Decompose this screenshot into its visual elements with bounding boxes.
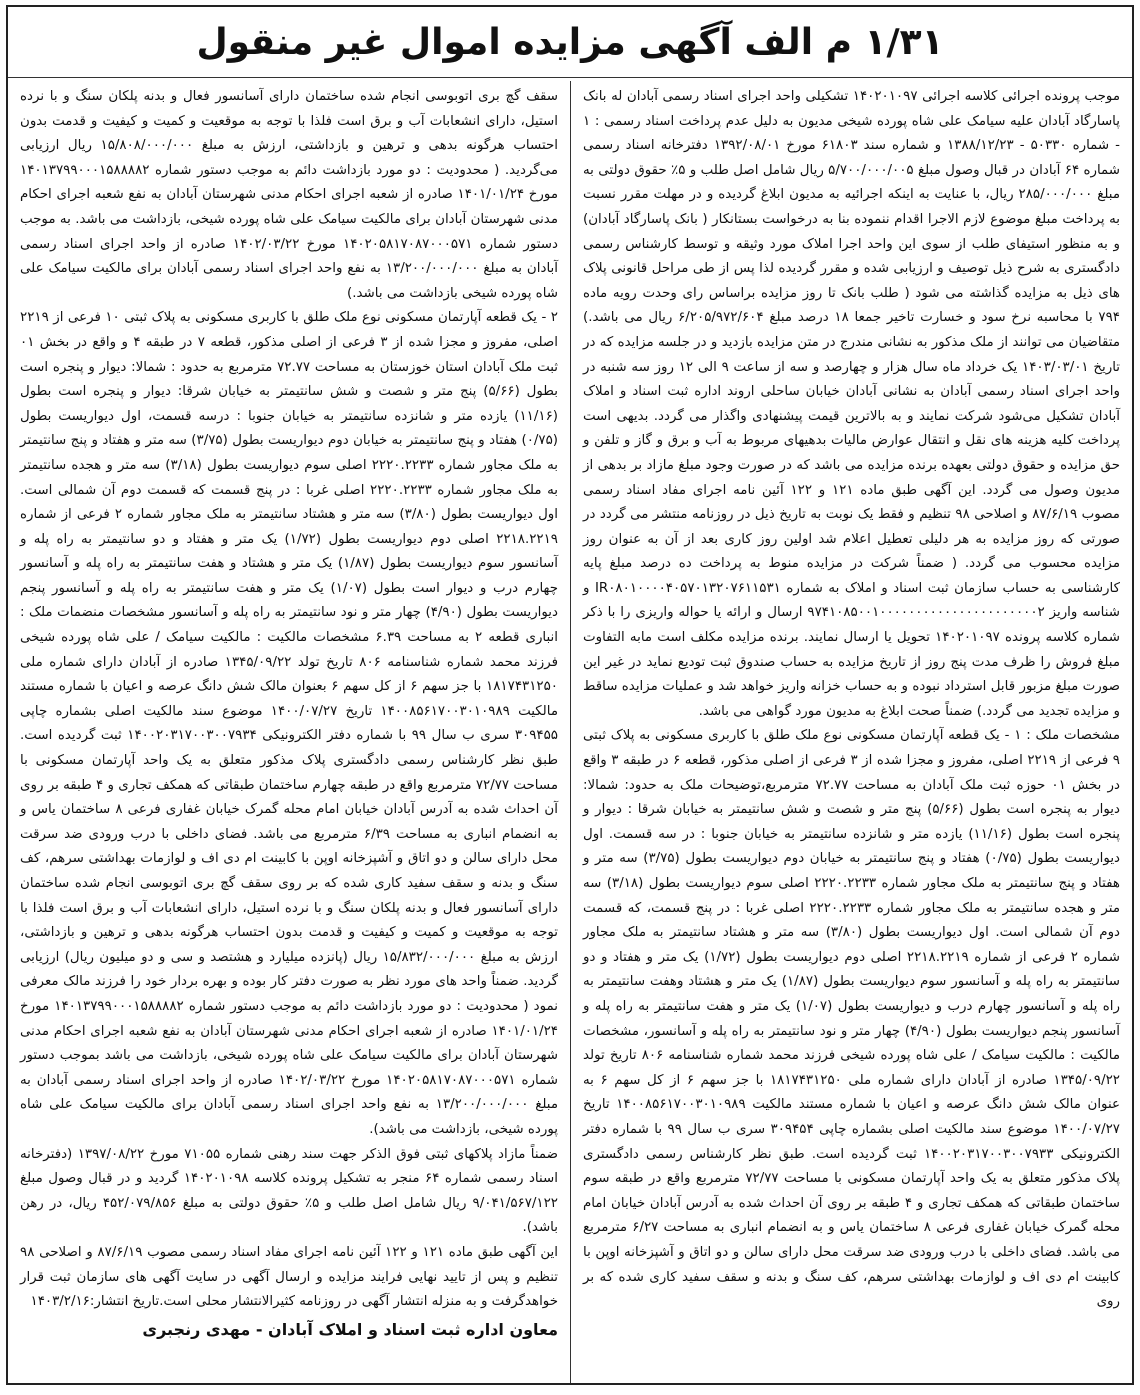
signature-line: معاون اداره ثبت اسناد و املاک آبادان - مهدی رنجبری — [142, 1319, 558, 1339]
mortgage-surplus-paragraph: ضمناً مازاد پلاکهای ثبتی فوق الذکر جهت سند رهنی شماره ۷۱۰۵۵ مورخ ۱۳۹۷/۰۸/۲۲ (دفترخانه اسناد رسمی شماره ۶۴ منجر به تشکیل پرونده کلاسه ۱۴۰۲۰۱۰۹۸ گردید و در قبال وصول مبلغ ۹/۰۴۱/۵۶۷/۱۲۲ ریال شامل اصل طلب و ۵٪ حقوق دولتی به مبلغ ۴۵۲/۰۷۹/۸۵۶ ریال، در رهن باشد). — [20, 1146, 559, 1236]
notice-columns — [8, 81, 1132, 1383]
auction-notice-page — [6, 5, 1134, 1385]
notice-title: ۱/۳۱ م الف آگهی مزایده اموال غیر منقول — [8, 7, 1132, 78]
intro-paragraph: موجب پرونده اجرائی کلاسه اجرائی ۱۴۰۲۰۱۰۹۷ تشکیلی واحد اجرای اسناد رسمی آبادان له بانک پاسارگاد آبادان علیه سیامک علی شاه پورده شیخی مدیون به دلیل عدم پرداخت اسناد رسمی : ۱ - شماره ۵۰۳۳۰ - ۱۳۸۸/۱۲/۲۳ و شماره سند ۶۱۸۰۳ مورخ ۱۳۹۲/۰۸/۰۱ دفترخانه اسناد رسمی شماره ۶۴ آبادان در قبال وصول مبلغ ۵/۷۰۰/۰۰۰/۰۰۵ ریال شامل اصل طلب و ۵٪ حقوق دولتی به مبلغ ۲۸۵/۰۰۰/۰۰۰ ریال، با عنایت به اینکه اجرائیه به مدیون ابلاغ گردیده و در مهلت مقرر نسبت به پرداخت مبلغ موضوع لازم الاجرا اقدام ننموده بنا به درخواست بستانکار ( بانک پاسارگاد آبادان) و به منظور استیفای طلب از سوی این واحد اجرا املاک مورد وثیقه و توسط کارشناس رسمی دادگستری به شرح ذیل توصیف و ارزیابی شده و مقرر گردیده لذا پس از طی مراحل قانونی پلاک های ذیل به مزایده گذاشته می شود ( طلب بانک تا روز مزایده براساس رای وحدت رویه ماده ۷۹۴ با محاسبه نرخ سود و خسارت تاخیر جمعا ۱۸ درصد مبلغ ۶/۲۰۵/۹۷۲/۶۰۴ ریال می باشد.) متقاضیان می توانند از ملک مذکور به نشانی مندرج در متن مزایده بازدید و در جلسه مزایده که در تاریخ ۱۴۰۳/۰۳/۰۱ یک خرداد ماه سال هزار و چهارصد و سه از ساعت ۹ الی ۱۲ روز سه شنبه در واحد اجرای اسناد رسمی آبادان به نشانی آبادان خیابان ساحلی اروند اداره ثبت اسناد و املاک آبادان تشکیل می‌شود شرکت نمایند و به بالاترین قیمت پیشنهادی واگذار می گردد. بدیهی است پرداخت کلیه هزینه های نقل و انتقال عوارض مالیات بدهیهای مربوط به آب و برق و گاز و تلفن و حق مزایده و حقوق دولتی بعهده برنده مزایده می باشد که در صورت وجود مبلغ مازاد بر بدهی از مدیون وصول می گردد. این آگهی طبق ماده ۱۲۱ و ۱۲۲ آئین نامه اجرای مفاد اسناد رسمی مصوب ۸۷/۶/۱۹ و اصلاحی ۹۸ تنظیم و فقط یک نوبت به تاریخ ذیل در روزنامه منتشر می گردد در صورتی که روز مزایده به هر دلیلی تعطیل اعلام شد اولین روز کاری بعد از آن به عنوان روز مزایده محسوب می گردد. ( ضمناً شرکت در مزایده منوط به پرداخت ده درصد مبلغ پایه کارشناسی به حساب سازمان ثبت اسناد و املاک به شماره IR۰۸۰۱۰۰۰۰۴۰۵۷۰۱۳۲۰۷۶۱۱۵۳۱ و شناسه واریز ۹۷۴۱۰۸۵۰۰۱۰۰۰۰۰۰۰۰۰۰۰۰۰۰۰۰۰۰۰۰۰۰۲ ارسال و ارائه یا حواله واریزی را با ذکر شماره کلاسه پرونده ۱۴۰۲۰۱۰۹۷ تحویل یا ارسال نمایند. برنده مزایده مکلف است مابه التفاوت مبلغ فروش را ظرف مدت پنج روز از تاریخ مزایده به حساب صندوق ثبت تودیع نماید در غیر این صورت مبلغ مزبور قابل استرداد نبوده و به حساب خزانه واریز خواهد شد و عملیات مزایده ساقط و مزایده تجدید می گردد.) ضمناً صحت ابلاغ به مدیون مورد گواهی می باشد. — [583, 89, 1121, 719]
property-1-paragraph: مشخصات ملک : ۱ - یک قطعه آپارتمان مسکونی نوع ملک طلق با کاربری مسکونی به پلاک ثبتی ۹ فرعی از ۲۲۱۹ اصلی، مفروز و مجزا شده از ۳ فرعی از اصلی مذکور، قطعه ۶ در طبقه ۳ واقع در بخش ۰۱ حوزه ثبت ملک آبادان به مساحت ۷۲.۷۷ مترمربع،توضیحات ملک به حدود: شمالا: دیوار به پنجره است بطول (۵/۶۶) پنج متر و شصت و شش سانتیمتر به خیابان شرقا : دیوار و پنجره است بطول (۱۱/۱۶) یازده متر و شانزده سانتیمتر به خیابان جنوبا : در سه قسمت. اول دیواریست بطول (۰/۷۵) هفتاد و پنج سانتیمتر به خیابان دوم دیواریست بطول (۳/۷۵) سه متر و هفتاد و پنج سانتیمتر به ملک مجاور شماره ۲۲۲۰.۲۲۳۳ اصلی سوم دیواریست بطول (۳/۱۸) سه متر و هجده سانتیمتر به ملک مجاور شماره ۲۲۲۰.۲۲۳۳ اصلی غربا : در پنج قسمت، که قسمت دوم آن شمالی است. اول دیواریست بطول (۳/۸۰) سه متر و هشتاد سانتیمتر به ملک مجاور شماره ۲ فرعی از شماره ۲۲۱۸.۲۲۱۹ اصلی دوم دیواریست بطول (۱/۷۲) یک متر و هفتاد و دو سانتیمتر به راه پله و آسانسور سوم دیواریست بطول (۱/۸۷) یک متر و هشتاد وهفت سانتیمتر به راه پله و آسانسور چهارم درب و دیواریست بطول (۱/۰۷) یک متر و هفت سانتیمتر به راه پله و آسانسور پنجم دیواریست بطول (۴/۹۰) چهار متر و نود سانتیمتر به راه پله و آسانسور، مشخصات مالکیت : مالکیت سیامک / علی شاه پورده شیخی فرزند محمد شماره شناسنامه ۸۰۶ تاریخ تولد ۱۳۴۵/۰۹/۲۲ صادره از آبادان دارای شماره ملی ۱۸۱۷۴۳۱۲۵۰ با جز سهم ۶ از کل سهم ۶ به عنوان مالک شش دانگ عرصه و اعیان با شماره مستند مالکیت ۱۴۰۰۸۵۶۱۷۰۰۳۰۱۰۹۸۹ تاریخ ۱۴۰۰/۰۷/۲۷ موضوع سند مالکیت اصلی بشماره چاپی ۳۰۹۴۵۴ سری ب سال ۹۹ با شماره دفتر الکترونیکی ۱۴۰۰۲۰۳۱۷۰۰۳۰۰۷۹۳۳ ثبت گردیده است. طبق نظر کارشناس رسمی دادگستری پلاک مذکور متعلق به یک واحد آپارتمان مسکونی با مساحت ۷۲/۷۷ مترمربع واقع در طبقه سوم ساختمان طبقاتی که همکف تجاری و ۴ طبقه بر روی آن احداث شده به آدرس آبادان خیابان امام محله گمرک خیابان غفاری فرعی ۸ ساختمان یاس و به انضمام انباری به مساحت ۶/۲۷ مترمربع می باشد. فضای داخلی با درب ورودی ضد سرقت محل دارای سالن و دو اتاق و آشپزخانه اوپن با کابینت ام دی اف و لوازمات بهداشتی سرهم، کف سنگ و بدنه و سقف سفید کاری شده که بر روی — [583, 728, 1121, 1310]
property-1-continued-paragraph: سقف گچ بری اتوبوسی انجام شده ساختمان دارای آسانسور فعال و بدنه پلکان سنگ و با نرده استیل، دارای انشعابات آب و برق است فلذا با توجه به موقعیت و کمیت و کیفیت و قدمت بدون احتساب هرگونه بدهی و ترهین و بازداشتی، ارزش به مبلغ ۱۵/۸۰۸/۰۰۰/۰۰۰ ریال ارزیابی می‌گردید. ( محدودیت : دو مورد بازداشت دائم به موجب دستور شماره ۱۴۰۱۳۷۹۹۰۰۰۱۵۸۸۸۸۲ مورخ ۱۴۰۱/۰۱/۲۴ صادره از شعبه اجرای احکام مدنی شهرستان آبادان به نفع شعبه اجرای احکام مدنی شهرستان آبادان برای مالکیت سیامک علی شاه پورده شیخی، بازداشت می باشد. به موجب دستور شماره ۱۴۰۲۰۵۸۱۷۰۸۷۰۰۰۵۷۱ مورخ ۱۴۰۲/۰۳/۲۲ صادره از واحد اجرای اسناد رسمی آبادان به مبلغ ۱۳/۲۰۰/۰۰۰/۰۰۰ به نفع واحد اجرای اسناد رسمی آبادان برای مالکیت سیامک علی شاه پورده شیخی بازداشت می باشد.) — [20, 89, 558, 301]
right-column — [570, 81, 1132, 1383]
publication-paragraph: این آگهی طبق ماده ۱۲۱ و ۱۲۲ آئین نامه اجرای مفاد اسناد رسمی مصوب ۸۷/۶/۱۹ و اصلاحی ۹۸ تنظیم و پس از تایید نهایی فرایند مزایده و ارسال آگهی در سایت آگهی های سازمان ثبت قرار خواهدگرفت و به منزله انتشار آگهی در روزنامه کثیرالانتشار محلی است.تاریخ انتشار:۱۴۰۳/۲/۱۶ — [20, 1244, 558, 1310]
property-2-paragraph: ۲ - یک قطعه آپارتمان مسکونی نوع ملک طلق با کاربری مسکونی به پلاک ثبتی ۱۰ فرعی از ۲۲۱۹ اصلی، مفروز و مجزا شده از ۳ فرعی از اصلی مذکور، قطعه ۷ در طبقه ۴ و واقع در بخش ۰۱ ثبت ملک آبادان استان خوزستان به مساحت ۷۲.۷۷ مترمربع به حدود : شمالا: دیوار و پنجره است بطول (۵/۶۶) پنج متر و شصت و شش سانتیمتر به خیابان شرقا: دیوار و پنجره است بطول (۱۱/۱۶) یازده متر و شانزده سانتیمتر به خیابان جنوبا : درسه قسمت، اول دیواریست بطول (۰/۷۵) هفتاد و پنج سانتیمتر به خیابان دوم دیواریست بطول (۳/۷۵) سه متر و هفتاد و پنج سانتیمتر به ملک مجاور شماره ۲۲۲۰.۲۲۳۳ اصلی سوم دیواریست بطول (۳/۱۸) سه متر و هجده سانتیمتر به ملک مجاور شماره ۲۲۲۰.۲۲۳۳ اصلی غربا : در پنج قسمت که قسمت دوم آن شمالی است. اول دیواریست بطول (۳/۸۰) سه متر و هشتاد سانتیمتر به ملک مجاور شماره ۲ فرعی از شماره ۲۲۱۸.۲۲۱۹ اصلی دوم دیواریست بطول (۱/۷۲) یک متر و هفتاد و دو سانتیمتر به راه پله و آسانسور سوم دیواریست بطول (۱/۸۷) یک متر و هشتاد و هفت سانتیمتر به راه پله و آسانسور چهارم درب و دیوار است بطول (۱/۰۷) یک متر و هفت سانتیمتر به راه پله و آسانسور پنجم دیواریست بطول (۴/۹۰) چهار متر و نود سانتیمتر به راه پله و آسانسور مشخصات منضمات ملک : انباری قطعه ۲ به مساحت ۶.۳۹ مشخصات مالکیت : مالکیت سیامک / علی شاه پورده شیخی فرزند محمد شماره شناسنامه ۸۰۶ تاریخ تولد ۱۳۴۵/۰۹/۲۲ صادره از آبادان دارای شماره ملی ۱۸۱۷۴۳۱۲۵۰ با جز سهم ۶ از کل سهم ۶ بعنوان مالک شش دانگ عرصه و اعیان با شماره مستند مالکیت ۱۴۰۰۸۵۶۱۷۰۰۳۰۱۰۹۸۹ تاریخ ۱۴۰۰/۰۷/۲۷ موضوع سند مالکیت اصلی بشماره چاپی ۳۰۹۴۵۵ سری ب سال ۹۹ با شماره دفتر الکترونیکی ۱۴۰۰۲۰۳۱۷۰۰۳۰۰۷۹۳۴ ثبت گردیده است. طبق نظر کارشناس رسمی دادگستری پلاک مذکور متعلق به یک واحد آپارتمان مسکونی با مساحت ۷۲/۷۷ مترمربع واقع در طبقه چهارم ساختمان طبقاتی که همکف تجاری و ۴ طبقه بر روی آن احداث شده به آدرس آبادان خیابان امام محله گمرک خیابان غفاری فرعی ۸ ساختمان یاس و به انضمام انباری به مساحت ۶/۳۹ مترمربع می باشد. فضای داخلی با درب ورودی ضد سرقت محل دارای سالن و دو اتاق و آشپزخانه اوپن با کابینت ام دی اف و لوازمات بهداشتی سرهم، کف سنگ و بدنه و سقف سفید کاری شده که بر روی سقف گچ بری اتوبوسی انجام شده ساختمان دارای آسانسور فعال و بدنه پلکان سنگ و با نرده استیل، دارای انشعابات آب و برق است فلذا با توجه به موقعیت و کمیت و کیفیت و قدمت بدون احتساب هرگونه بدهی و ترهین و بازداشتی، ارزش به مبلغ ۱۵/۸۳۲/۰۰۰/۰۰۰ ریال (پانزده میلیارد و هشتصد و سی و دو میلیون ریال) ارزیابی گردید. ضمناً واحد های مورد نظر به صورت دفتر کار بوده و بهره بردار خود را فرزند مالک معرفی نمود ( محدودیت : دو مورد بازداشت دائم به موجب دستور شماره ۱۴۰۱۳۷۹۹۰۰۰۱۵۸۸۸۸۲ مورخ ۱۴۰۱/۰۱/۲۴ صادره از شعبه اجرای احکام مدنی شهرستان آبادان به نفع شعبه اجرای احکام مدنی شهرستان آبادان برای مالکیت سیامک علی شاه پورده شیخی، بازداشت می باشد بموجب دستور شماره ۱۴۰۲۰۵۸۱۷۰۸۷۰۰۰۵۷۱ مورخ ۱۴۰۲/۰۳/۲۲ صادره از واحد اجرای اسناد رسمی آبادان به مبلغ ۱۳/۲۰۰/۰۰۰/۰۰۰ به نفع واحد اجرای اسناد رسمی آبادان برای مالکیت سیامک علی شاه پورده شیخی، بازداشت می باشد). — [20, 310, 559, 1137]
left-column — [8, 81, 570, 1383]
